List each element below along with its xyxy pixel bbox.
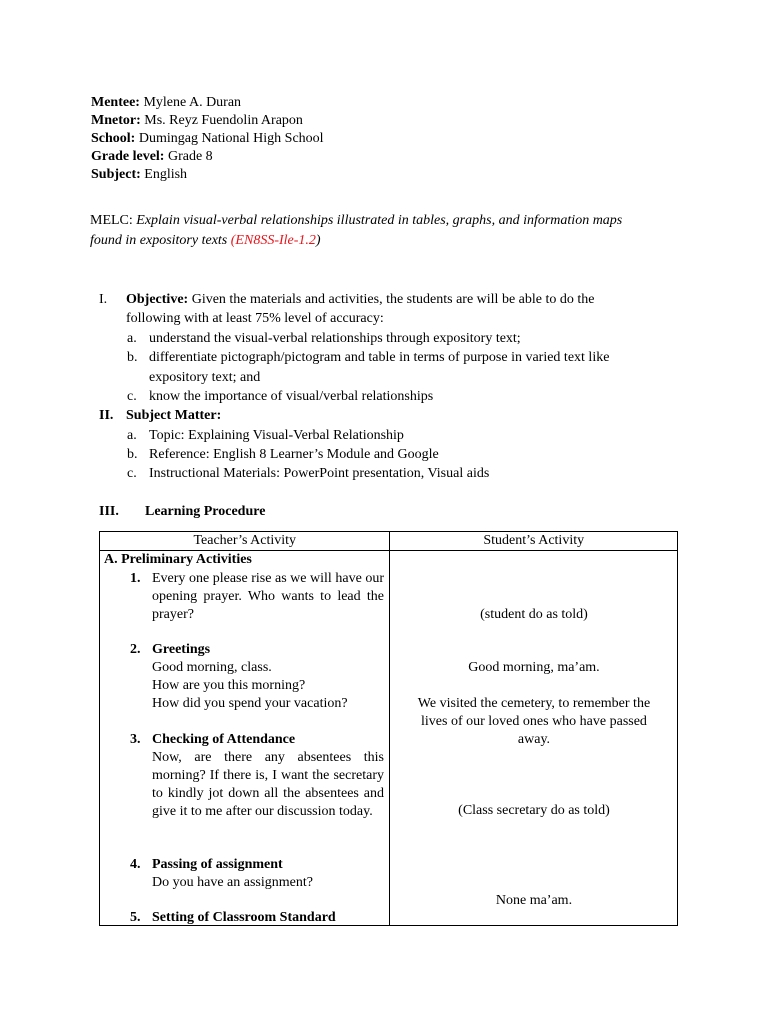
table-header-row: [100, 532, 678, 551]
student-response: We visited the cemetery, to remember the: [417, 696, 651, 711]
mentee-row: Mentee: Mylene A. Duran: [91, 95, 242, 110]
table-row: [100, 551, 678, 926]
school-row: School: Dumingag National High School: [91, 131, 324, 146]
preliminary-activities-heading: A. Preliminary Activities: [104, 552, 252, 567]
header-info: [91, 94, 324, 184]
student-response: (student do as told): [480, 607, 588, 622]
student-column-header: Student’s Activity: [390, 532, 678, 551]
mentor-row: Mnetor: Ms. Reyz Fuendolin Arapon: [91, 113, 303, 128]
student-response: None ma’am.: [495, 893, 573, 908]
teacher-column-header: Teacher’s Activity: [100, 532, 390, 551]
subject-row: Subject: English: [91, 167, 188, 182]
teacher-activity-cell: A. Preliminary Activities 1. Every one please rise as we will have our opening prayer. Who wants to lead the prayer? 2. Greetings Good morning, class. How are you this morning? How did you spend your vacation? 3. Checking of Attendance Now, are there any absentees this morning? If there is, I want the secretary to kindly jot down all the absentees and give it to me after our discussion today. 4. Passing of assignment Do you have an assignment? 5. Setting of Classroom Standard: [100, 551, 390, 926]
melc-code: (EN8SS-Ile-1.2: [230, 233, 316, 248]
activity-table: [99, 531, 678, 926]
student-response: Good morning, ma’am.: [468, 660, 600, 675]
grade-row: Grade level: Grade 8: [91, 149, 213, 164]
lesson-plan-page: Mentee: Mylene A. Duran Mnetor: Ms. Reyz Fuendolin Arapon School: Dumingag National High School Grade level: Grade 8 Subject: English MELC: Explain visual-verbal relationships illustrated in tables, graphs, and information maps found in expository texts (EN8SS-Ile-1.2) I. Objective: Given the materials and activities, the students are will be able to do the following with at least 75% level of accuracy: a. understand the visual-verbal relationships through expository text; b. differentiate pictograph/pictogram and table in terms of purpose in varied text like expository text; and c. know the importance of visual/verbal relationships II. Subject Matter: a. Topic: Explaining Visual-Verbal Relationship b. Reference: English 8 Learner’s Module and Google c. Instructional Materials: PowerPoint presentation, Visual aids III. Learning Procedure Teacher’s Activity Student’s Activity A. Preliminary Activities 1. Every one please rise as we will have our opening prayer. Who wants to lead the prayer? 2. Greetings Good morning, class. How are you this morning? How did you spend your vacation? 3. Checking of Attendance Now, are there any absentees this morning? If there is, I want the secretary to kindly jot down all the absentees and give it to me after our discussion today. 4. Passing of assignment Do you have an assignment? 5. Setting of Classroom Standard (student do as told) Good morning, ma’am. We visited the cemetery, to remember the lives of our loved ones who have passed away. (Class secretary do as told) None ma’am.: [0, 0, 768, 1024]
student-activity-cell: (student do as told) Good morning, ma’am. We visited the cemetery, to remember the lives of our loved ones who have passed away. (Class secretary do as told) None ma’am.: [390, 551, 678, 926]
student-response: (Class secretary do as told): [458, 803, 610, 818]
melc-statement: MELC: Explain visual-verbal relationships illustrated in tables, graphs, and information maps found in expository texts (EN8SS-Ile-1.2): [90, 213, 623, 248]
